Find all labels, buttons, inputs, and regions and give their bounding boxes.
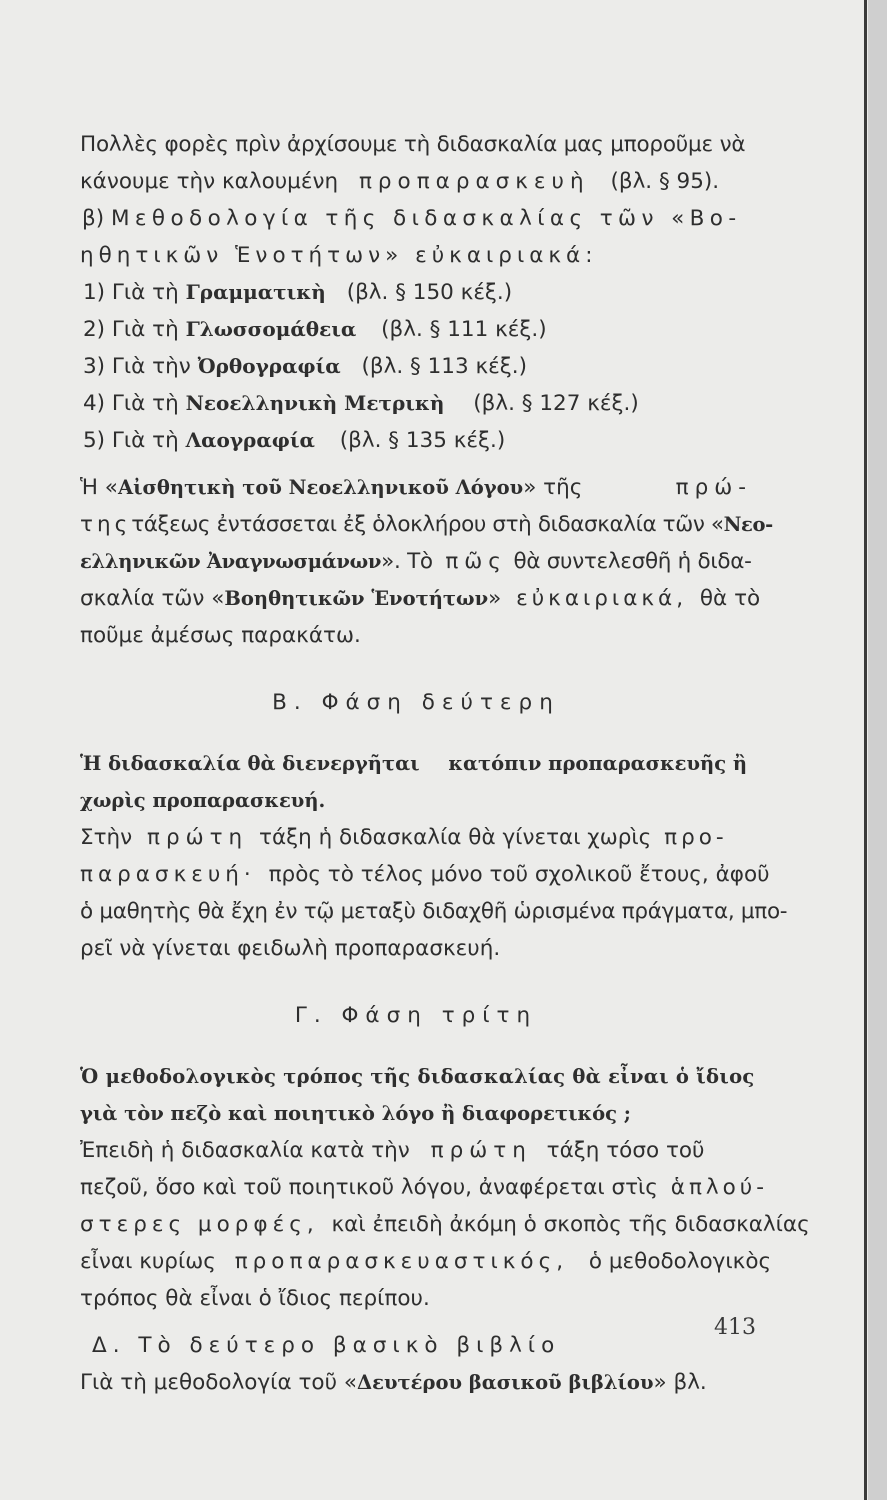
spaced-word: ἁπλού- (670, 1175, 768, 1200)
list-item (80, 385, 752, 422)
spaced-words: στερες μορφές, (80, 1212, 319, 1237)
item-reference: (βλ. § 113 κέξ.) (361, 354, 527, 379)
item-term: Νεοελληνικὴ Μετρικὴ (185, 391, 445, 415)
text: σκαλία τῶν « (80, 586, 225, 611)
text: τάξη τόσο τοῦ (546, 1138, 705, 1163)
paragraph-5-line-3 (80, 1206, 810, 1243)
item-term: Γλωσσομάθεια (185, 317, 357, 341)
text: τάξεως ἐντάσσεται ἐξ ὁλοκλήρου στὴ διδασκαλία τῶν « (131, 512, 724, 537)
spaced-word: παρασκευή· (80, 862, 256, 887)
spaced-word: προ- (664, 825, 728, 850)
paragraph-3-line-2 (80, 506, 773, 543)
section-heading-c: Γ. Φάση τρίτη (294, 1003, 538, 1028)
paragraph-2-line-2: ηθητικῶν Ἑνοτήτων» εὐκαιριακά: (80, 243, 598, 268)
paragraph-5-line-5: τρόπος θὰ εἶναι ὁ ἴδιος περίπου. (80, 1286, 430, 1311)
paragraph-2-line-1 (80, 200, 752, 237)
page-number: 413 (714, 1315, 756, 1340)
paragraph-1-line-1: Πολλὲς φορὲς πρὶν ἀρχίσουμε τὴ διδασκαλία μας μποροῦμε νὰ (80, 132, 746, 157)
text: » βλ. (653, 1370, 707, 1395)
item-reference: (βλ. § 127 κέξ.) (473, 391, 639, 416)
text: πεζοῦ, ὅσο καὶ τοῦ ποιητικοῦ λόγου, ἀναφέρεται στὶς (80, 1175, 658, 1200)
paragraph-4-line-3: ὁ μαθητὴς θὰ ἔχη ἐν τῷ μεταξὺ διδαχθῆ ὡρισμένα πράγματα, μπο- (80, 899, 788, 924)
item-reference: (βλ. § 111 κέξ.) (381, 317, 547, 342)
text: Ἡ « (80, 475, 118, 500)
item-reference: (βλ. § 135 κέξ.) (339, 428, 506, 453)
item-number: 1) (83, 280, 106, 305)
item-number: 5) (83, 428, 106, 453)
reference: (βλ. § 95). (610, 169, 720, 194)
item-number: 2) (83, 317, 106, 342)
spaced-word: πρώτη (430, 1138, 532, 1163)
paragraph-1-line-2 (80, 163, 752, 200)
text: θὰ συντελεσθῆ ἡ διδα- (513, 549, 752, 574)
question-c-line-1: Ὁ μεθοδολογικὸς τρόπος τῆς διδασκαλίας θὰ εἶναι ὁ ἴδιος (80, 1065, 755, 1088)
text: » τῆς (523, 475, 583, 500)
bold-title: Βοηθητικῶν Ἑνοτήτων (224, 587, 489, 610)
text: τάξη ἡ διδασκαλία θὰ γίνεται χωρὶς (259, 825, 652, 850)
paragraph-3-line-5: ποῦμε ἀμέσως παρακάτω. (80, 623, 361, 648)
page-margin-strip (868, 0, 887, 1500)
list-item (80, 422, 752, 459)
spaced-word: προπαρασκευαστικός, (234, 1249, 569, 1274)
paragraph-3-line-3 (80, 543, 752, 580)
paragraph-5-line-4 (80, 1243, 772, 1280)
item-prefix: Γιὰ τὴ (111, 428, 179, 453)
text: πρὸς τὸ τέλος μόνο τοῦ σχολικοῦ ἔτους, ἀφοῦ (268, 862, 770, 887)
bold-title: Δευτέρου βασικοῦ βιβλίου (357, 1371, 654, 1394)
bold-title: Αἰσθητικὴ τοῦ Νεοελληνικοῦ Λόγου (117, 476, 524, 499)
list-item (80, 274, 752, 311)
item-prefix: Γιὰ τὴ (111, 317, 179, 342)
item-term: Γραμματικὴ (185, 280, 326, 304)
item-term: Ὀρθογραφία (197, 354, 341, 378)
item-term: Λαογραφία (185, 428, 315, 452)
bold-question: Ἡ διδασκαλία θὰ διενεργῆται (80, 752, 420, 775)
spaced-word: εὐκαιριακά, (516, 586, 688, 611)
paragraph-4-line-2 (80, 856, 770, 893)
item-number: 4) (83, 391, 106, 416)
spaced-term: προπαρασκευὴ (358, 169, 590, 194)
question-b-line-2: χωρὶς προπαρασκευή. (80, 789, 326, 812)
page-edge (864, 0, 867, 1500)
text: Γιὰ τὴ μεθοδολογία τοῦ « (80, 1370, 357, 1395)
text: » (488, 586, 502, 611)
section-heading-d: Δ. Τὸ δεύτερο βασικὸ βιβλίο (92, 1333, 561, 1358)
bold-term: Νεο- (723, 513, 773, 536)
paragraph-3-line-4 (80, 580, 761, 617)
text: ». Τὸ (381, 549, 433, 574)
spaced-word: πρώ- (675, 475, 752, 500)
item-prefix: Γιὰ τὴν (111, 354, 191, 379)
page-text (80, 126, 810, 1401)
text: Ἐπειδὴ ἡ διδασκαλία κατὰ τὴν (80, 1138, 410, 1163)
list-item (80, 311, 752, 348)
text: κάνουμε τὴν καλουμένη (80, 169, 339, 194)
item-number: 3) (83, 354, 106, 379)
spaced-word: πῶς (445, 549, 507, 574)
section-heading-b: Β. Φάση δεύτερη (272, 690, 560, 715)
paragraph-5-line-2 (80, 1169, 768, 1206)
spaced-word: της (80, 512, 132, 537)
paragraph-5-line-1 (80, 1132, 752, 1169)
item-reference: (βλ. § 150 κέξ.) (346, 280, 513, 305)
spaced-text: Μεθοδολογία τῆς διδασκαλίας τῶν «Βο- (110, 206, 742, 231)
paragraph-4-line-4: ρεῖ νὰ γίνεται φειδωλὴ προπαρασκευή. (80, 936, 501, 961)
paragraph-3-line-1 (80, 469, 752, 506)
question-b-line-1 (80, 745, 752, 782)
text: β) (82, 206, 105, 231)
text: Στὴν (80, 825, 133, 850)
paragraph-6-line-1 (80, 1364, 752, 1401)
text-run (80, 469, 582, 506)
item-prefix: Γιὰ τὴ (111, 391, 179, 416)
item-prefix: Γιὰ τὴ (111, 280, 179, 305)
bold-term: ελληνικῶν Ἀναγνωσμάνων (80, 550, 382, 573)
spaced-word: πρώτη (147, 825, 249, 850)
text: ὁ μεθοδολογικὸς (588, 1249, 772, 1274)
question-c-line-2: γιὰ τὸν πεζὸ καὶ ποιητικὸ λόγο ἢ διαφορετικός ; (80, 1102, 631, 1125)
list-item (80, 348, 752, 385)
text: καὶ ἐπειδὴ ἀκόμη ὁ σκοπὸς τῆς διδασκαλίας (331, 1212, 810, 1237)
text: θὰ τὸ (699, 586, 761, 611)
text: εἶναι κυρίως (80, 1249, 216, 1274)
paragraph-4-line-1 (80, 819, 752, 856)
bold-question: κατόπιν προπαρασκευῆς ἢ (448, 752, 748, 775)
